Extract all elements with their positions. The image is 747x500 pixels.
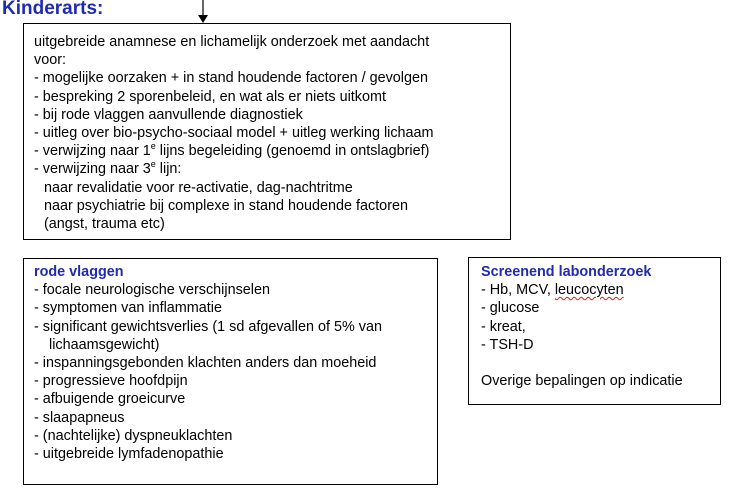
main-sub-line: naar revalidatie voor re-activatie, dag-nachtritme [44,179,353,196]
main-line: voor: [34,52,66,69]
lab-item: - TSH-D [481,336,534,353]
spellcheck-word: leucocyten [554,282,624,299]
red-flag-item: - slaapapneus [34,409,125,426]
lab-item: - kreat, [481,318,526,335]
red-flags-title: rode vlaggen [34,264,124,280]
lab-footer: Overige bepalingen op indicatie [481,373,683,390]
main-line: - mogelijke oorzaken + in stand houdende factoren / gevolgen [34,70,429,87]
main-line: uitgebreide anamnese en lichamelijk onderzoek met aandacht [34,34,430,50]
red-flag-item: lichaamsgewicht) [49,336,160,353]
referral-third-line: - verwijzing naar 3e lijn: [34,159,182,178]
lab-box [468,257,721,405]
referral-first-line: - verwijzing naar 1e lijns begeleiding (genoemd in ontslagbrief) [34,141,430,160]
red-flag-item: - symptomen van inflammatie [34,300,222,317]
main-line: - bij rode vlaggen aanvullende diagnostiek [34,106,303,123]
red-flag-item: - significant gewichtsverlies (1 sd afgevallen of 5% van [34,318,382,335]
page-title: Kinderarts: [2,0,104,19]
red-flag-item: - (nachtelijke) dyspneuklachten [34,427,233,444]
red-flags-box [23,258,438,485]
main-line: - bespreking 2 sporenbeleid, en wat als er niets uitkomt [34,88,386,105]
lab-title: Screenend labonderzoek [481,264,652,280]
main-line: - uitleg over bio-psycho-sociaal model + uitleg werking lichaam [34,125,434,142]
red-flag-item: - focale neurologische verschijnselen [34,282,270,299]
red-flag-item: - afbuigende groeicurve [34,391,186,408]
lab-item: - glucose [481,300,540,317]
main-sub-line: (angst, trauma etc) [44,216,165,233]
red-flag-item: - uitgebreide lymfadenopathie [34,446,224,463]
down-arrow-icon [196,0,210,24]
main-sub-line: naar psychiatrie bij complexe in stand houdende factoren [44,197,408,214]
kinderarts-box [23,23,511,240]
red-flag-item: - inspanningsgebonden klachten anders dan moeheid [34,355,377,372]
lab-item: - Hb, MCV, leucocyten [481,282,624,299]
red-flag-item: - progressieve hoofdpijn [34,373,188,390]
